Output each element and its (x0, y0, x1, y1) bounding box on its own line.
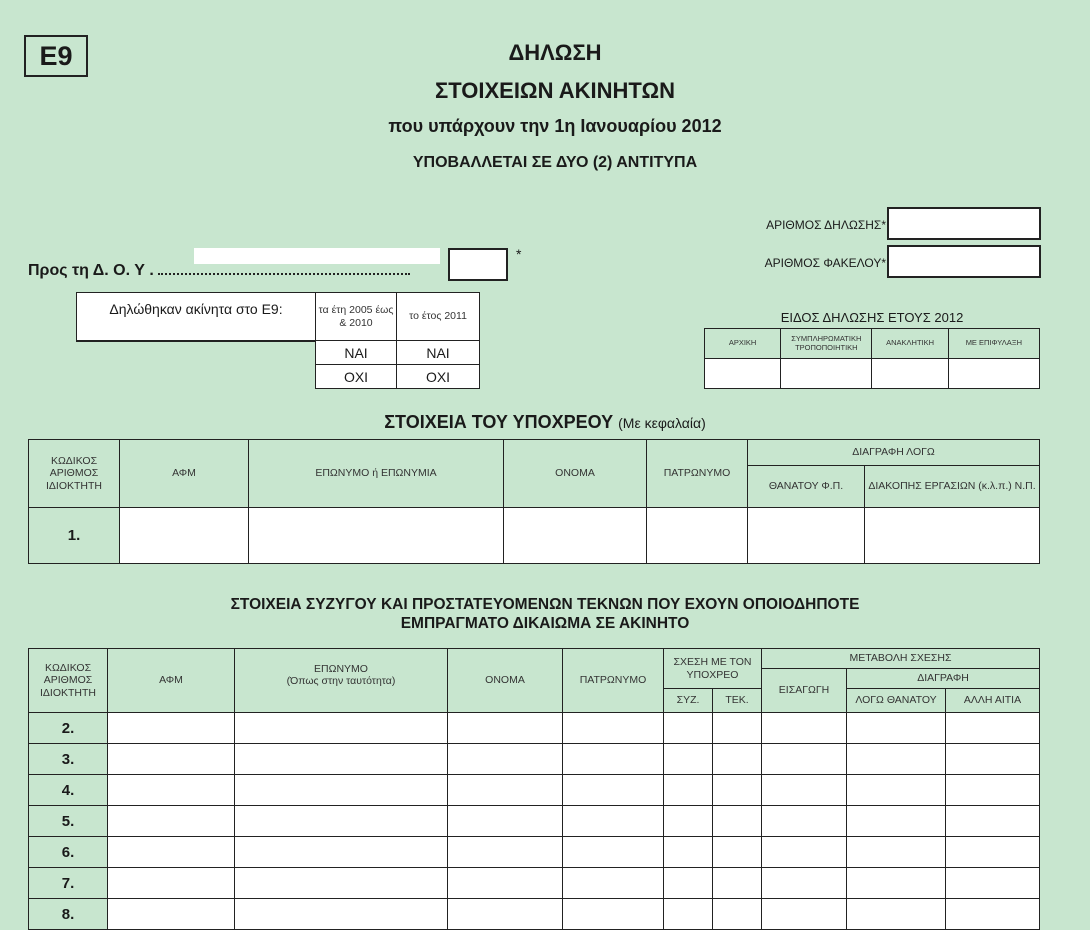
spouse-surname-input[interactable] (235, 713, 448, 744)
spouse-surname-input[interactable] (235, 775, 448, 806)
spouse-father-input[interactable] (563, 899, 664, 930)
declaration-type-title: ΕΙΔΟΣ ΔΗΛΩΣΗΣ ΕΤΟΥΣ 2012 (780, 310, 964, 325)
spouse-father-input[interactable] (563, 837, 664, 868)
spouse-death-input[interactable] (847, 775, 946, 806)
spouse-table-row (29, 713, 1040, 744)
spouse-name-input[interactable] (448, 744, 563, 775)
type-initial-checkbox[interactable] (705, 359, 781, 389)
spouse-other-input[interactable] (946, 744, 1040, 775)
spouse-insert-input[interactable] (762, 806, 847, 837)
type-reservation: ΜΕ ΕΠΙΦΥΛΑΞΗ (948, 329, 1039, 359)
declared-2011-no[interactable]: ΟΧΙ (397, 365, 480, 389)
spouse-surname-input[interactable] (235, 837, 448, 868)
obligor-name-input[interactable] (504, 508, 647, 564)
spouse-col-spouse: ΣΥΖ. (664, 689, 713, 713)
obligor-col-surname: ΕΠΩΝΥΜΟ ή ΕΠΩΝΥΜΙΑ (249, 440, 504, 508)
spouse-title-line2: ΕΜΠΡΑΓΜΑΤΟ ΔΙΚΑΙΩΜΑ ΣΕ ΑΚΙΝΗΤΟ (400, 615, 690, 632)
spouse-child-input[interactable] (713, 837, 762, 868)
spouse-spouse-input[interactable] (664, 713, 713, 744)
tax-office-dotted-line (158, 273, 410, 275)
obligor-row-number: 1. (29, 508, 120, 564)
spouse-name-input[interactable] (448, 775, 563, 806)
spouse-row-number: 7. (29, 868, 108, 899)
spouse-child-input[interactable] (713, 806, 762, 837)
spouse-spouse-input[interactable] (664, 868, 713, 899)
type-initial: ΑΡΧΙΚΗ (705, 329, 781, 359)
obligor-cessation-input[interactable] (865, 508, 1040, 564)
declared-2005-no[interactable]: ΟΧΙ (316, 365, 397, 389)
spouse-afm-input[interactable] (108, 713, 235, 744)
spouse-col-relation: ΣΧΕΣΗ ΜΕ ΤΟΝ ΥΠΟΧΡΕΟ (664, 649, 762, 689)
spouse-child-input[interactable] (713, 899, 762, 930)
declared-col-2011: το έτος 2011 (397, 293, 480, 341)
obligor-col-deletion: ΔΙΑΓΡΑΦΗ ΛΟΓΩ (748, 440, 1040, 466)
type-revocation-checkbox[interactable] (872, 359, 948, 389)
spouse-father-input[interactable] (563, 806, 664, 837)
spouse-table-row (29, 806, 1040, 837)
obligor-title-note: (Με κεφαλαία) (618, 415, 706, 431)
folder-number-field[interactable] (887, 245, 1041, 278)
spouse-death-input[interactable] (847, 744, 946, 775)
obligor-afm-input[interactable] (120, 508, 249, 564)
spouse-col-name: ΟΝΟΜΑ (448, 649, 563, 713)
spouse-col-deletion: ΔΙΑΓΡΑΦΗ (847, 669, 1040, 689)
spouse-insert-input[interactable] (762, 713, 847, 744)
spouse-surname-input[interactable] (235, 806, 448, 837)
spouse-other-input[interactable] (946, 806, 1040, 837)
spouse-row-number: 6. (29, 837, 108, 868)
form-title-line3: που υπάρχουν την 1η Ιανουαρίου 2012 (388, 116, 722, 136)
spouse-col-surname-label: ΕΠΩΝΥΜΟ (314, 663, 368, 675)
spouse-insert-input[interactable] (762, 837, 847, 868)
spouse-surname-input[interactable] (235, 744, 448, 775)
spouse-surname-input[interactable] (235, 899, 448, 930)
declaration-type-table (704, 328, 1040, 389)
form-title-line1: ΔΗΛΩΣΗ (508, 40, 602, 65)
declared-col-2005-2010: τα έτη 2005 έως & 2010 (316, 293, 397, 341)
spouse-death-input[interactable] (847, 806, 946, 837)
spouse-row-number: 3. (29, 744, 108, 775)
spouse-father-input[interactable] (563, 744, 664, 775)
spouse-afm-input[interactable] (108, 806, 235, 837)
tax-office-label: Προς τη Δ. Ο. Υ . (28, 262, 154, 279)
spouse-child-input[interactable] (713, 775, 762, 806)
spouse-col-code: ΚΩΔΙΚΟΣ ΑΡΙΘΜΟΣ ΙΔΙΟΚΤΗΤΗ (29, 649, 108, 713)
spouse-row-number: 8. (29, 899, 108, 930)
spouse-col-surname-note: (Όπως στην ταυτότητα) (286, 675, 396, 688)
spouse-spouse-input[interactable] (664, 775, 713, 806)
spouse-other-input[interactable] (946, 775, 1040, 806)
spouse-insert-input[interactable] (762, 744, 847, 775)
obligor-death-input[interactable] (748, 508, 865, 564)
obligor-col-death: ΘΑΝΑΤΟΥ Φ.Π. (748, 466, 865, 508)
spouse-name-input[interactable] (448, 837, 563, 868)
spouse-name-input[interactable] (448, 713, 563, 744)
spouse-insert-input[interactable] (762, 899, 847, 930)
spouse-spouse-input[interactable] (664, 899, 713, 930)
spouse-afm-input[interactable] (108, 837, 235, 868)
spouse-name-input[interactable] (448, 868, 563, 899)
tax-office-asterisk: * (516, 246, 522, 262)
tax-office-code-field[interactable] (448, 248, 508, 281)
obligor-col-code: ΚΩΔΙΚΟΣ ΑΡΙΘΜΟΣ ΙΔΙΟΚΤΗΤΗ (29, 440, 120, 508)
spouse-child-input[interactable] (713, 868, 762, 899)
tax-office-label-row (28, 262, 410, 280)
spouse-father-input[interactable] (563, 775, 664, 806)
obligor-surname-input[interactable] (249, 508, 504, 564)
spouse-death-input[interactable] (847, 899, 946, 930)
spouse-afm-input[interactable] (108, 868, 235, 899)
form-title-line2: ΣΤΟΙΧΕΙΩΝ ΑΚΙΝΗΤΩΝ (435, 78, 675, 103)
obligor-father-input[interactable] (647, 508, 748, 564)
spouse-insert-input[interactable] (762, 775, 847, 806)
spouse-row-number: 4. (29, 775, 108, 806)
spouse-child-input[interactable] (713, 713, 762, 744)
spouse-other-input[interactable] (946, 837, 1040, 868)
spouse-death-input[interactable] (847, 713, 946, 744)
spouse-other-input[interactable] (946, 899, 1040, 930)
spouse-other-input[interactable] (946, 713, 1040, 744)
obligor-table (28, 439, 1040, 564)
spouse-row-number: 2. (29, 713, 108, 744)
spouse-col-afm: ΑΦΜ (108, 649, 235, 713)
spouse-name-input[interactable] (448, 899, 563, 930)
obligor-col-name: ΟΝΟΜΑ (504, 440, 647, 508)
declared-properties-table (76, 292, 480, 389)
spouse-other-input[interactable] (946, 868, 1040, 899)
spouse-col-change: ΜΕΤΑΒΟΛΗ ΣΧΕΣΗΣ (762, 649, 1040, 669)
declared-2011-yes[interactable]: ΝΑΙ (397, 341, 480, 365)
type-revocation: ΑΝΑΚΛΗΤΙΚΗ (872, 329, 948, 359)
obligor-title-row (0, 412, 1090, 433)
spouse-col-surname (235, 649, 448, 713)
spouse-table-row (29, 868, 1040, 899)
spouse-table (28, 648, 1040, 930)
declared-label: Δηλώθηκαν ακίνητα στο Ε9: (77, 293, 316, 341)
spouse-col-child: ΤΕΚ. (713, 689, 762, 713)
spouse-father-input[interactable] (563, 868, 664, 899)
spouse-name-input[interactable] (448, 806, 563, 837)
spouse-spouse-input[interactable] (664, 837, 713, 868)
spouse-afm-input[interactable] (108, 775, 235, 806)
spouse-col-death: ΛΟΓΩ ΘΑΝΑΤΟΥ (847, 689, 946, 713)
spouse-insert-input[interactable] (762, 868, 847, 899)
declaration-number-field[interactable] (887, 207, 1041, 240)
spouse-spouse-input[interactable] (664, 806, 713, 837)
obligor-col-afm: ΑΦΜ (120, 440, 249, 508)
spouse-afm-input[interactable] (108, 744, 235, 775)
spouse-col-other: ΑΛΛΗ ΑΙΤΙΑ (946, 689, 1040, 713)
spouse-title-line1: ΣΤΟΙΧΕΙΑ ΣΥΖΥΓΟΥ ΚΑΙ ΠΡΟΣΤΑΤΕΥΟΜΕΝΩΝ ΤΕΚΝΩΝ ΠΟΥ ΕΧΟΥΝ ΟΠΟΙΟΔΗΠΟΤΕ (230, 596, 860, 613)
spouse-table-row (29, 899, 1040, 930)
obligor-col-father: ΠΑΤΡΩΝΥΜΟ (647, 440, 748, 508)
spouse-spouse-input[interactable] (664, 744, 713, 775)
declaration-number-label: ΑΡΙΘΜΟΣ ΔΗΛΩΣΗΣ* (766, 218, 886, 232)
spouse-row-number: 5. (29, 806, 108, 837)
spouse-death-input[interactable] (847, 868, 946, 899)
type-reservation-checkbox[interactable] (948, 359, 1039, 389)
spouse-col-father: ΠΑΤΡΩΝΥΜΟ (563, 649, 664, 713)
spouse-table-row (29, 775, 1040, 806)
form-code: E9 (39, 40, 73, 71)
type-supplementary: ΣΥΜΠΛΗΡΩΜΑΤΙΚΗ ΤΡΟΠΟΠΟΙΗΤΙΚΗ (781, 329, 872, 359)
spouse-table-row (29, 744, 1040, 775)
spouse-death-input[interactable] (847, 837, 946, 868)
spouse-father-input[interactable] (563, 713, 664, 744)
spouse-surname-input[interactable] (235, 868, 448, 899)
type-supplementary-checkbox[interactable] (781, 359, 872, 389)
spouse-table-row (29, 837, 1040, 868)
form-title-line4: ΥΠΟΒΑΛΛΕΤΑΙ ΣΕ ΔΥΟ (2) ΑΝΤΙΤΥΠΑ (412, 154, 698, 171)
spouse-afm-input[interactable] (108, 899, 235, 930)
declared-2005-yes[interactable]: ΝΑΙ (316, 341, 397, 365)
obligor-col-cessation: ΔΙΑΚΟΠΗΣ ΕΡΓΑΣΙΩΝ (κ.λ.π.) Ν.Π. (865, 466, 1040, 508)
obligor-title: ΣΤΟΙΧΕΙΑ ΤΟΥ ΥΠΟΧΡΕΟΥ (384, 412, 614, 432)
spouse-col-insert: ΕΙΣΑΓΩΓΗ (762, 669, 847, 713)
folder-number-label: ΑΡΙΘΜΟΣ ΦΑΚΕΛΟΥ* (764, 256, 886, 270)
spouse-child-input[interactable] (713, 744, 762, 775)
